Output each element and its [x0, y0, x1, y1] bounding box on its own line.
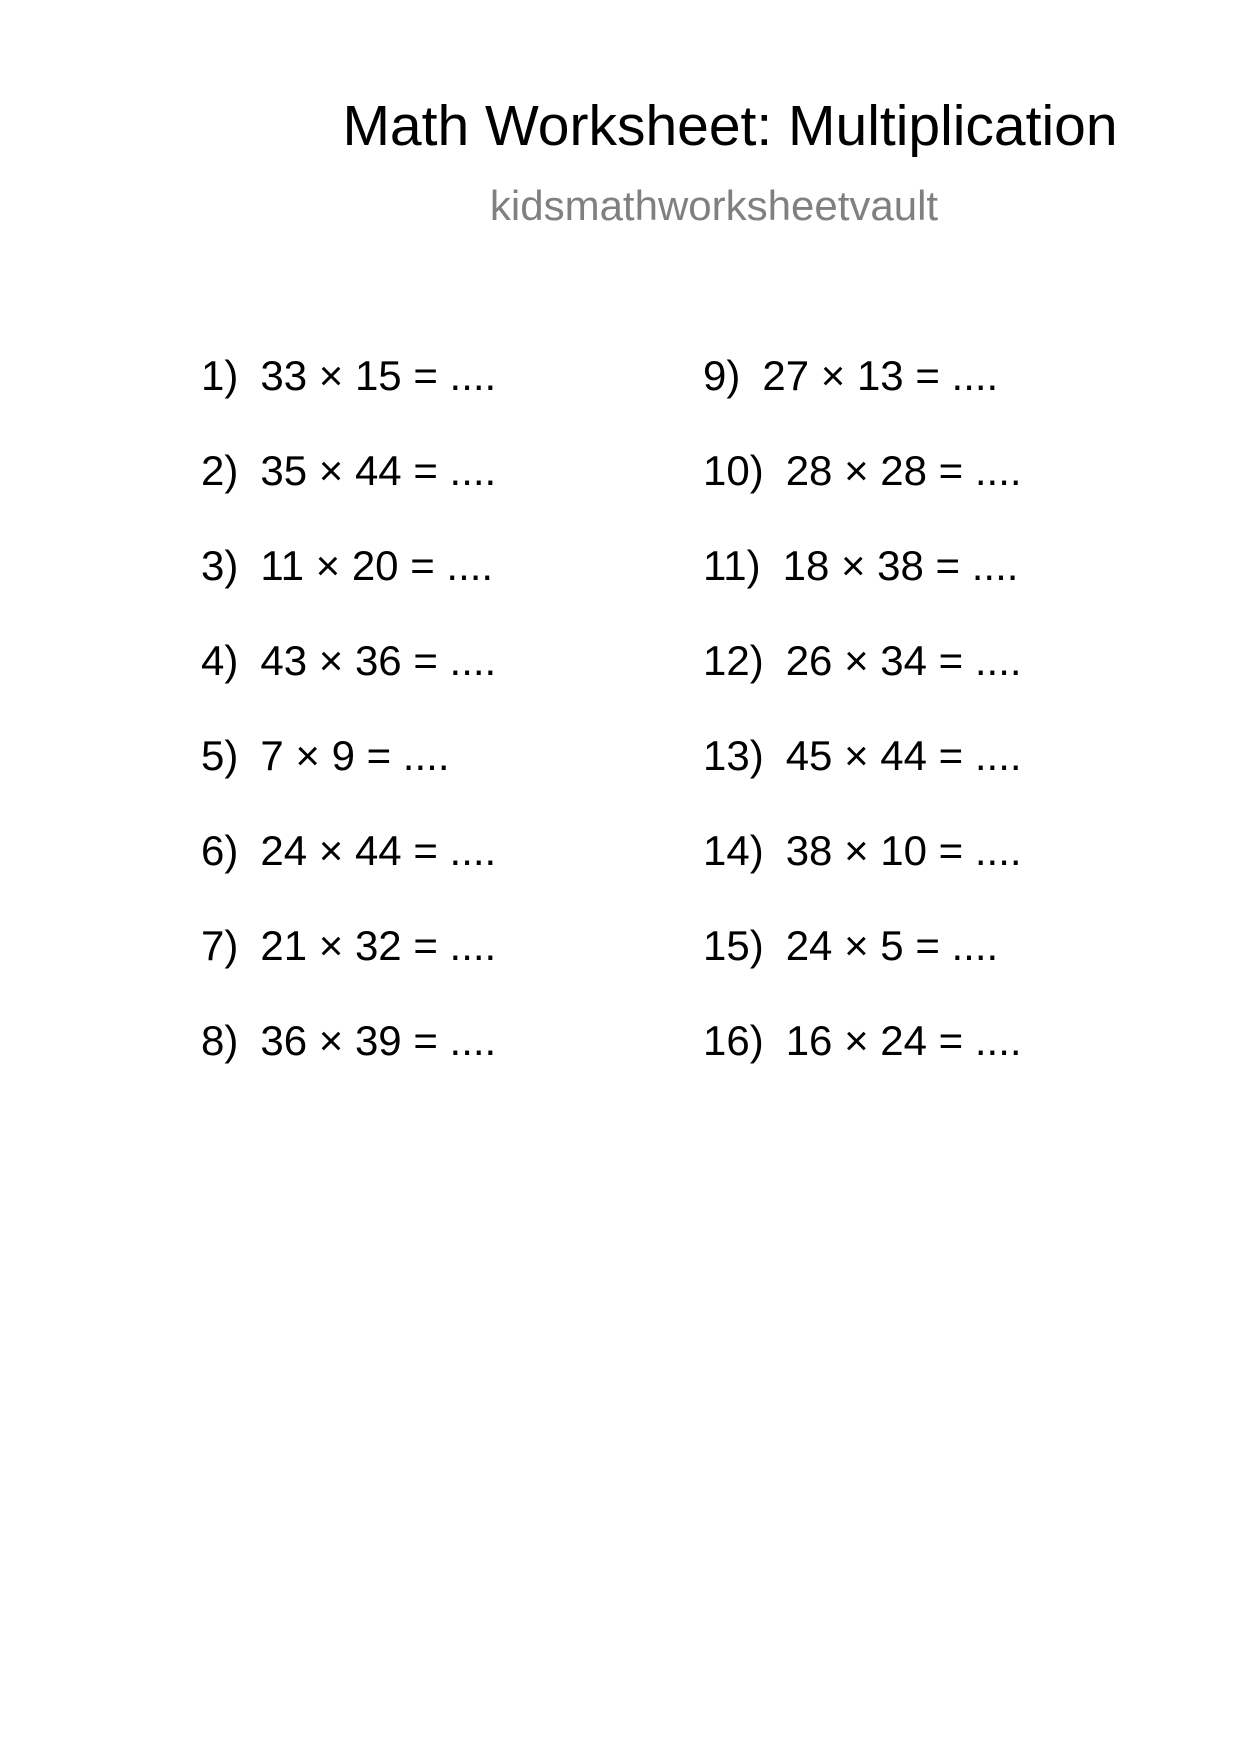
problem-item	[201, 542, 496, 640]
problem-expression: 21 × 32 = ....	[260, 922, 497, 969]
problem-expression: 33 × 15 = ....	[260, 352, 497, 399]
problem-number: 12)	[703, 637, 764, 684]
problem-item	[703, 637, 1022, 735]
problem-expression: 24 × 5 = ....	[785, 922, 999, 969]
problem-number: 16)	[703, 1017, 764, 1064]
problem-item	[201, 827, 497, 925]
problem-expression: 16 × 24 = ....	[785, 1017, 1022, 1064]
problem-number: 6)	[201, 827, 239, 874]
problem-expression: 43 × 36 = ....	[260, 637, 497, 684]
problem-item	[703, 1017, 1022, 1115]
problem-number: 10)	[703, 447, 764, 494]
problem-item	[201, 1017, 497, 1115]
problem-number: 14)	[703, 827, 764, 874]
problem-item	[201, 637, 497, 735]
problem-item	[703, 352, 1022, 450]
problem-item	[201, 352, 497, 450]
problem-item	[201, 447, 497, 545]
page-title: Math Worksheet: Multiplication	[342, 94, 1118, 158]
problem-number: 8)	[201, 1017, 239, 1064]
problem-number: 9)	[703, 352, 741, 399]
problem-number: 15)	[703, 922, 764, 969]
problem-expression: 24 × 44 = ....	[260, 827, 497, 874]
problem-expression: 36 × 39 = ....	[260, 1017, 497, 1064]
problem-expression: 18 × 38 = ....	[782, 542, 1019, 589]
problem-number: 11)	[703, 542, 761, 589]
problem-item	[703, 922, 1022, 1020]
problem-item	[703, 542, 1022, 640]
problem-item	[703, 827, 1022, 925]
problem-expression: 11 × 20 = ....	[260, 542, 494, 589]
problem-number: 4)	[201, 637, 239, 684]
problem-number: 3)	[201, 542, 239, 589]
problem-column-right	[703, 352, 1022, 1115]
problem-expression: 38 × 10 = ....	[785, 827, 1022, 874]
problem-number: 7)	[201, 922, 239, 969]
problem-expression: 27 × 13 = ....	[762, 352, 999, 399]
problem-item	[703, 732, 1022, 830]
problem-expression: 35 × 44 = ....	[260, 447, 497, 494]
page-subtitle: kidsmathworksheetvault	[489, 182, 939, 229]
problem-expression: 45 × 44 = ....	[785, 732, 1022, 779]
problem-number: 1)	[201, 352, 239, 399]
problem-number: 5)	[201, 732, 239, 779]
problem-item	[201, 732, 496, 830]
problem-expression: 7 × 9 = ....	[260, 732, 450, 779]
problem-number: 2)	[201, 447, 239, 494]
problem-column-left	[201, 352, 497, 1115]
problem-expression: 28 × 28 = ....	[785, 447, 1022, 494]
problem-number: 13)	[703, 732, 764, 779]
problem-item	[201, 922, 497, 1020]
problem-expression: 26 × 34 = ....	[785, 637, 1022, 684]
problem-item	[703, 447, 1022, 545]
